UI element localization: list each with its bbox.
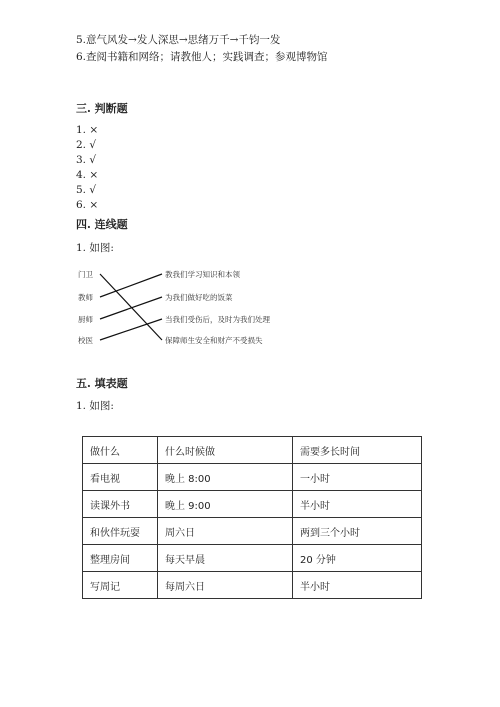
table-row [83, 491, 422, 518]
table-cell: 和伙伴玩耍 [83, 518, 158, 545]
table-cell: 整理房间 [83, 545, 158, 572]
matching-diagram [76, 268, 376, 350]
judgment-item: 1. × [76, 124, 99, 136]
table-row [83, 545, 422, 572]
right-item: 教我们学习知识和本领 [165, 270, 240, 279]
table-cell: 读课外书 [83, 491, 158, 518]
table-header-cell: 什么时候做 [158, 437, 293, 464]
section-5-caption: 1. 如图: [76, 400, 114, 412]
right-item: 为我们做好吃的饭菜 [165, 293, 233, 302]
table-cell: 周六日 [158, 518, 293, 545]
schedule-table [82, 436, 422, 599]
table-cell: 晚上 8:00 [158, 464, 293, 491]
answer-line-5: 5.意气风发→发人深思→思绪万千→千钧一发 [76, 34, 281, 46]
table-cell: 晚上 9:00 [158, 491, 293, 518]
table-header-row [83, 437, 422, 464]
table-cell: 写周记 [83, 572, 158, 599]
table-header-cell: 做什么 [83, 437, 158, 464]
right-item: 保障师生安全和财产不受损失 [165, 336, 263, 345]
table-row [83, 518, 422, 545]
answer-line-6: 6.查阅书籍和网络；请教他人；实践调查；参观博物馆 [76, 51, 328, 63]
judgment-item: 6. × [76, 199, 99, 211]
section-5-title: 五. 填表题 [76, 377, 128, 390]
table-cell: 看电视 [83, 464, 158, 491]
table-cell: 一小时 [293, 464, 422, 491]
section-3-title: 三. 判断题 [76, 102, 128, 115]
table-cell: 两到三个小时 [293, 518, 422, 545]
table-cell: 半小时 [293, 491, 422, 518]
table-cell: 每天早晨 [158, 545, 293, 572]
match-line [100, 297, 162, 319]
table-header-cell: 需要多长时间 [293, 437, 422, 464]
judgment-item: 2. √ [76, 139, 97, 151]
judgment-item: 5. √ [76, 184, 97, 196]
section-4-title: 四. 连线题 [76, 218, 128, 231]
table-cell: 20 分钟 [293, 545, 422, 572]
table-cell: 每周六日 [158, 572, 293, 599]
table-cell: 半小时 [293, 572, 422, 599]
left-item: 教师 [78, 293, 93, 302]
left-item: 厨师 [78, 315, 93, 324]
left-item: 校医 [78, 336, 93, 345]
table-row [83, 464, 422, 491]
table-row [83, 572, 422, 599]
right-item: 当我们受伤后，及时为我们处理 [165, 315, 270, 324]
match-line [100, 274, 162, 297]
left-item: 门卫 [78, 270, 93, 279]
judgment-item: 3. √ [76, 154, 97, 166]
section-4-caption: 1. 如图: [76, 242, 114, 254]
judgment-item: 4. × [76, 169, 99, 181]
